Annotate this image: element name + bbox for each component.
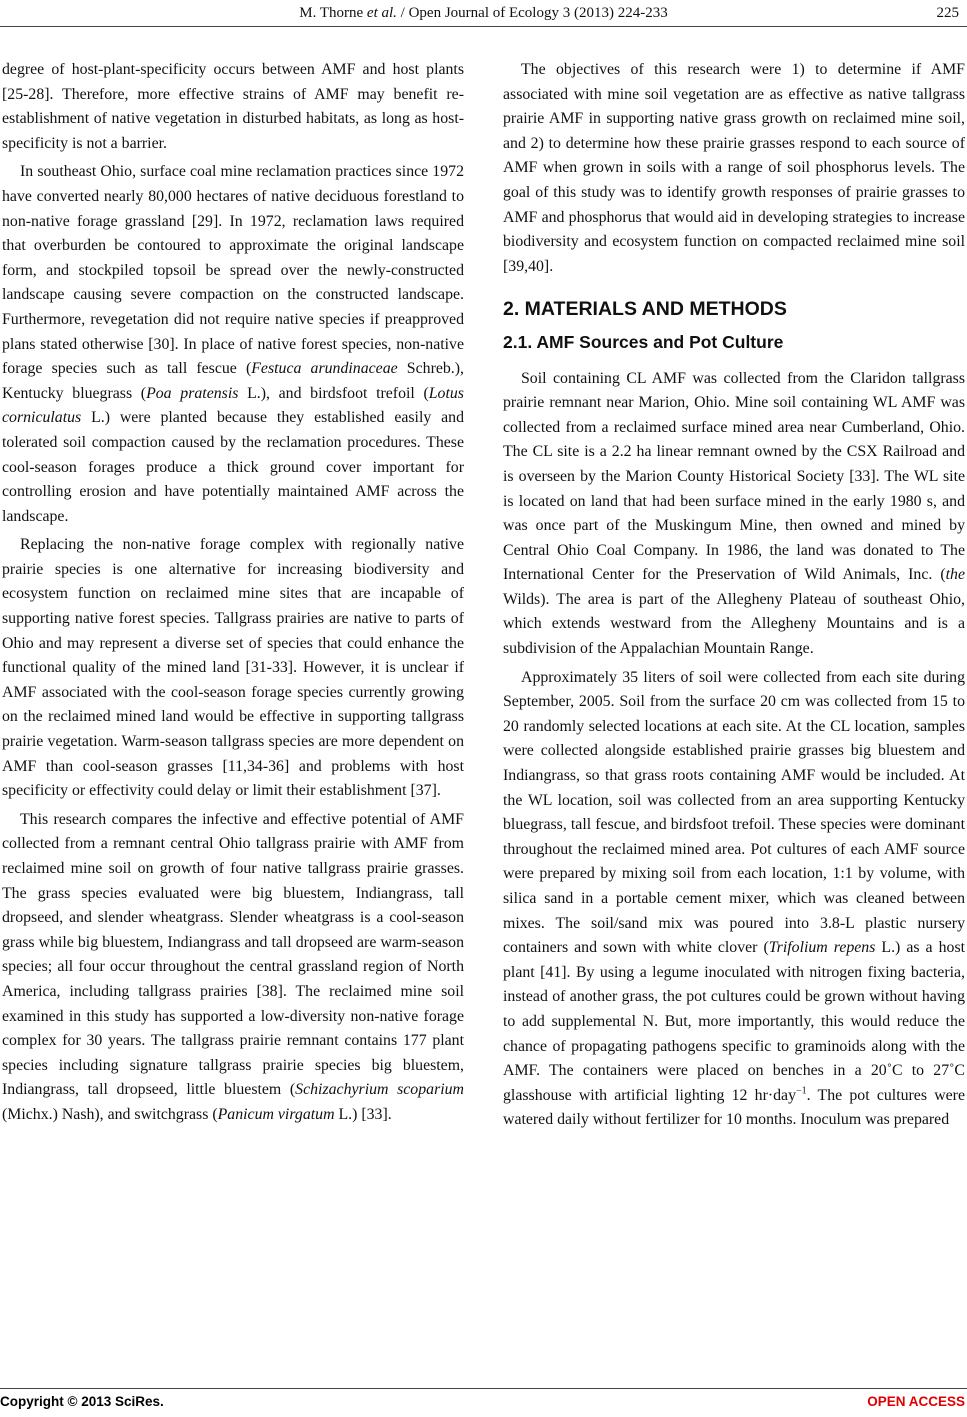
left-paragraph-1: degree of host-plant-specificity occurs between AMF and host plants [25-28]. Therefore, more effective strains of AMF may benefit re-establishment of native vegetation in disturbed habitats, as long as host-specificity is not a barrier.: [2, 61, 464, 152]
footer-divider: [0, 1388, 967, 1389]
text-run: Schreb.), Kentucky bluegrass (: [2, 360, 465, 402]
text-run: In southeast Ohio, surface coal mine reclamation practices since 1972 have converted nearly 80,000 hectares of native deciduous forestland to non-native forage grassland [29]. In 1972, reclamation laws required that overburden be contoured to approximate the original landscape form, and stockpiled topsoil be spread over the newly-constructed landscape causing severe compaction on the constructed landscape. Furthermore, revegetation did not require native species if preapproved plans stated otherwise [30]. In place of native forest species, non-native forage species such as tall fescue (: [2, 163, 464, 378]
species-name: Panicum virgatum: [217, 1105, 335, 1123]
text-run: L.) as a host plant [41]. By using a legume inoculated with nitrogen fixing bacteria, instead of another grass, the pot cultures could be grown without having to add supplemental N. But, more importantly, this would reduce the chance of propagating pathogens specific to graminoids along with the AMF. The containers were placed on benches in a 20˚C to 27˚C glasshouse with artificial lighting 12 hr·day: [503, 939, 966, 1104]
text-run: (Michx.) Nash), and switchgrass (: [2, 1105, 218, 1123]
text-run: L.), and birdsfoot trefoil (: [238, 384, 429, 402]
left-paragraph-4: [2, 808, 464, 1128]
open-access-label: OPEN ACCESS: [867, 1394, 965, 1409]
section-heading: 2. MATERIALS AND METHODS: [503, 298, 787, 321]
header-divider: [0, 26, 967, 27]
left-paragraph-2: [2, 160, 464, 529]
running-title: [0, 5, 967, 22]
species-name: Poa pratensis: [146, 384, 239, 402]
superscript: −1: [796, 1085, 807, 1097]
text-run: This research compares the infective and effective potential of AMF collected from a remnant central Ohio tallgrass prairie with AMF from reclaimed mine soil on growth of four native tallgrass prairie grasses. The grass species evaluated were big bluestem, Indiangrass, tall dropseed, and slender wheatgrass. Slender wheatgrass is a cool-season grass while big bluestem, Indiangrass and tall dropseed are warm-season species; all four occur throughout the central grassland region of North America, including tallgrass prairies [38]. The reclaimed mine soil examined in this study has supported a low-diversity non-native forage complex for 30 years. The tallgrass prairie remnant contains 177 plant species including signature tallgrass prairie species big bluestem, Indiangrass, tall dropseed, little bluestem (: [2, 810, 464, 1099]
copyright-notice: Copyright © 2013 SciRes.: [0, 1394, 164, 1409]
subsection-heading: 2.1. AMF Sources and Pot Culture: [503, 331, 784, 352]
running-header: [0, 5, 967, 27]
species-name: Lotus corniculatus: [2, 384, 464, 427]
left-paragraph-3: Replacing the non-native forage complex with regionally native prairie species is one alternative for increasing biodiversity and ecosystem function on reclaimed mine sites that are incapable of supporting native forest species. Tallgrass prairies are native to parts of Ohio and may represent a diverse set of species that could enhance the functional quality of the mined land [31-33]. However, it is unclear if AMF associated with the cool-season forage species currently growing on the reclaimed mined land would be effective in supporting tallgrass prairie vegetation. Warm-season tallgrass species are more dependent on AMF than cool-season grasses [11,34-36] and problems with host specificity or effectivity could delay or limit their establishment [37].: [2, 536, 464, 800]
text-run: Approximately 35 liters of soil were collected from each site during September, 2005. Soil from the surface 20 cm was collected from 15 to 20 randomly selected locations at each site. At the CL location, samples were collected alongside established prairie grasses big bluestem and Indiangrass, so that grass roots containing AMF would be included. At the WL location, soil was collected from an area supporting Kentucky bluegrass, tall fescue, and birdsfoot trefoil. These species were dominant throughout the reclaimed mined area. Pot cultures of each AMF source were prepared by mixing soil from each location, 1:1 by volume, with silica sand in a portable cement mixer, which was cleaned between mixes. The soil/sand mix was poured into 3.8-L plastic nursery containers and sown with white clover (: [503, 668, 965, 957]
right-paragraph-3: [503, 666, 965, 1133]
text-run: . The pot cultures were watered daily without fertilizer for 10 months. Inoculum was prepared: [503, 1086, 965, 1129]
right-paragraph-1: The objectives of this research were 1) to determine if AMF associated with mine soil vegetation are as effective as native tallgrass prairie AMF in supporting native grass growth on reclaimed mine soil, and 2) to determine how these prairie grasses respond to each source of AMF when grown in soils with a range of soil phosphorus levels. The goal of this study was to identify growth responses of prairie grasses to AMF and phosphorus that would aid in developing strategies to increase biodiversity and ecosystem function on compacted reclaimed mine soil [39,40].: [503, 61, 965, 275]
species-name: Schizachyrium scoparium: [295, 1081, 465, 1099]
page-number: 225: [936, 5, 959, 21]
text-run: Wilds). The area is part of the Allegheny Plateau of southeast Ohio, which extends westward from the Allegheny Mountains and is a subdivision of the Appalachian Mountain Range.: [503, 590, 965, 658]
running-title-authors: M. Thorne: [299, 5, 367, 21]
page-footer: [0, 1394, 967, 1414]
left-column: [2, 58, 464, 1128]
text-run: L.) were planted because they established easily and tolerated soil compaction caused by the reclamation procedures. These cool-season forages produce a thick ground cover important for controlling erosion and have potentially maintained AMF across the landscape.: [2, 409, 464, 525]
running-title-journal: / Open Journal of Ecology 3 (2013) 224-233: [396, 5, 668, 21]
text-run: L.) [33].: [334, 1105, 392, 1123]
species-name: Festuca arundinaceae: [251, 360, 398, 378]
right-paragraph-2: [503, 367, 965, 662]
running-title-et-al: et al.: [366, 5, 397, 21]
italic-text: the: [945, 566, 965, 584]
right-column: [503, 58, 965, 1133]
text-run: Soil containing CL AMF was collected from the Claridon tallgrass prairie remnant near Marion, Ohio. Mine soil containing WL AMF was collected from a reclaimed surface mined area near Cumberland, Ohio. The CL site is a 2.2 ha linear remnant owned by the CSX Railroad and is overseen by the Marion County Historical Society [33]. The WL site is located on land that had been surface mined in the early 1980 s, and was once part of the Muskingum Mine, then owned and mined by Central Ohio Coal Company. In 1986, the land was donated to The International Center for the Preservation of Wild Animals, Inc. (: [503, 369, 965, 584]
species-name: Trifolium repens: [768, 939, 876, 957]
